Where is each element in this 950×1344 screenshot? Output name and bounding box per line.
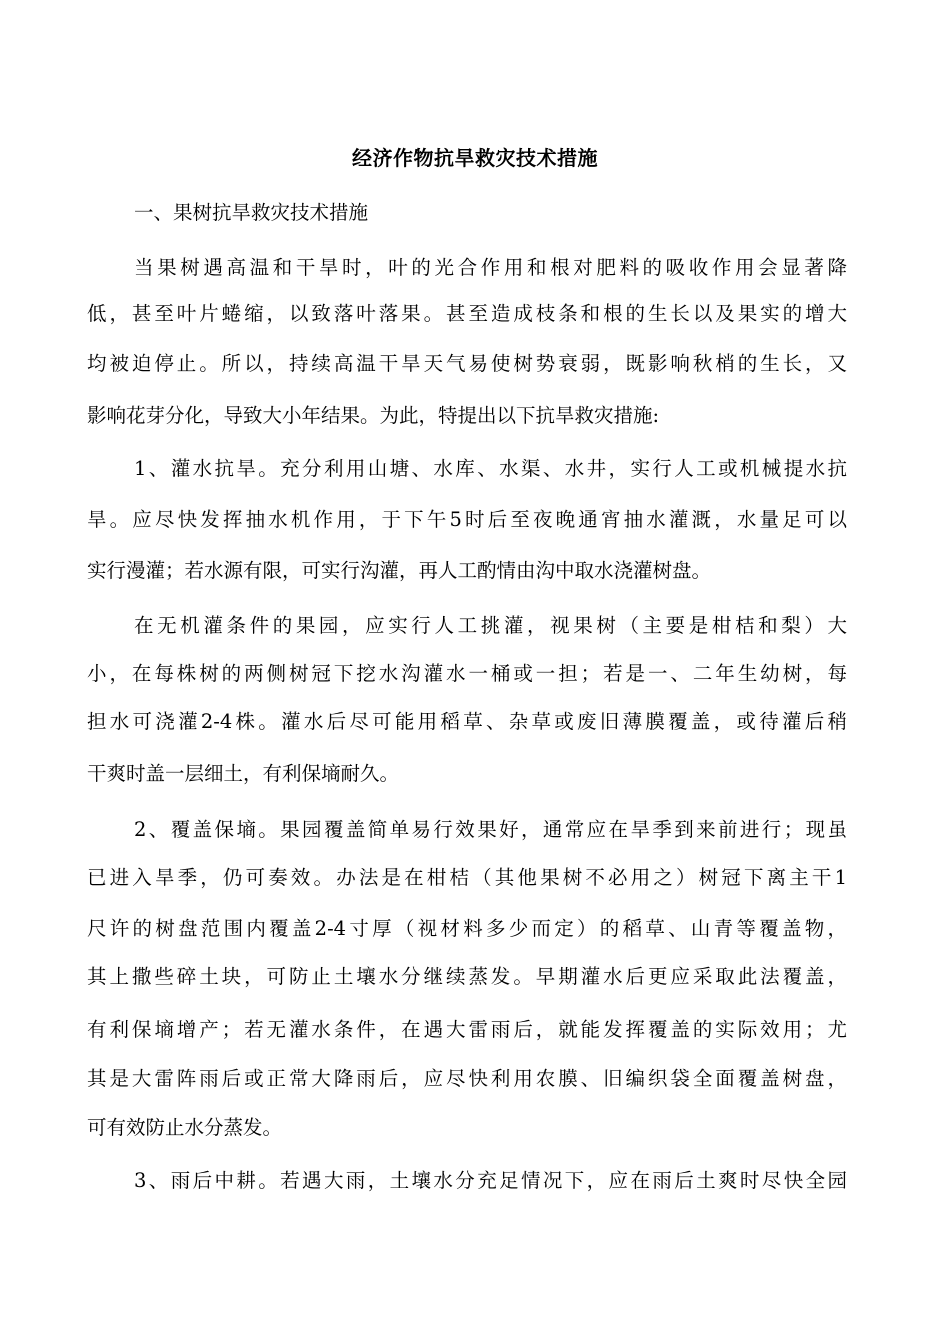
paragraph-line: 已进入旱季，仍可奏效。办法是在柑桔（其他果树不必用之）树冠下离主干1 <box>87 866 847 889</box>
paragraph-line: 3、雨后中耕。若遇大雨，土壤水分充足情况下，应在雨后土爽时尽快全园 <box>134 1169 847 1192</box>
paragraph-line: 小，在每株树的两侧树冠下挖水沟灌水一桶或一担；若是一、二年生幼树，每 <box>87 662 847 685</box>
paragraph-line: 其上撒些碎土块，可防止土壤水分继续蒸发。早期灌水后更应采取此法覆盖， <box>87 965 847 988</box>
paragraph-line: 当果树遇高温和干旱时，叶的光合作用和根对肥料的吸收作用会显著降 <box>134 256 847 279</box>
paragraph-line: 干爽时盖一层细土，有利保墒耐久。 <box>87 762 400 785</box>
document-title: 经济作物抗旱救灾技术措施 <box>352 146 598 170</box>
paragraph-line: 可有效防止水分蒸发。 <box>87 1116 283 1139</box>
paragraph-line: 有利保墒增产；若无灌水条件，在遇大雷雨后，就能发挥覆盖的实际效用；尤 <box>87 1018 847 1041</box>
paragraph-line: 均被迫停止。所以，持续高温干旱天气易使树势衰弱，既影响秋梢的生长，又 <box>87 352 847 375</box>
paragraph-line: 实行漫灌；若水源有限，可实行沟灌，再人工酌情由沟中取水浇灌树盘。 <box>87 559 712 582</box>
paragraph-line: 其是大雷阵雨后或正常大降雨后，应尽快利用农膜、旧编织袋全面覆盖树盘， <box>87 1067 847 1090</box>
paragraph-line: 担水可浇灌2-4株。灌水后尽可能用稻草、杂草或废旧薄膜覆盖，或待灌后稍 <box>87 710 847 733</box>
paragraph-line: 影响花芽分化，导致大小年结果。为此，特提出以下抗旱救灾措施: <box>87 404 660 427</box>
paragraph-line: 在无机灌条件的果园，应实行人工挑灌，视果树（主要是柑桔和梨）大 <box>134 614 847 637</box>
paragraph-line: 1、灌水抗旱。充分利用山塘、水库、水渠、水井，实行人工或机械提水抗 <box>134 457 847 480</box>
paragraph-line: 低，甚至叶片蜷缩，以致落叶落果。甚至造成枝条和根的生长以及果实的增大 <box>87 302 847 325</box>
paragraph-line: 旱。应尽快发挥抽水机作用，于下午5时后至夜晚通宵抽水灌溉，水量足可以 <box>87 508 847 531</box>
paragraph-line: 2、覆盖保墒。果园覆盖简单易行效果好，通常应在旱季到来前进行；现虽 <box>134 818 847 841</box>
paragraph-line: 尺许的树盘范围内覆盖2-4寸厚（视材料多少而定）的稻草、山青等覆盖物， <box>87 917 847 940</box>
section-heading: 一、果树抗旱救灾技术措施 <box>134 201 369 224</box>
